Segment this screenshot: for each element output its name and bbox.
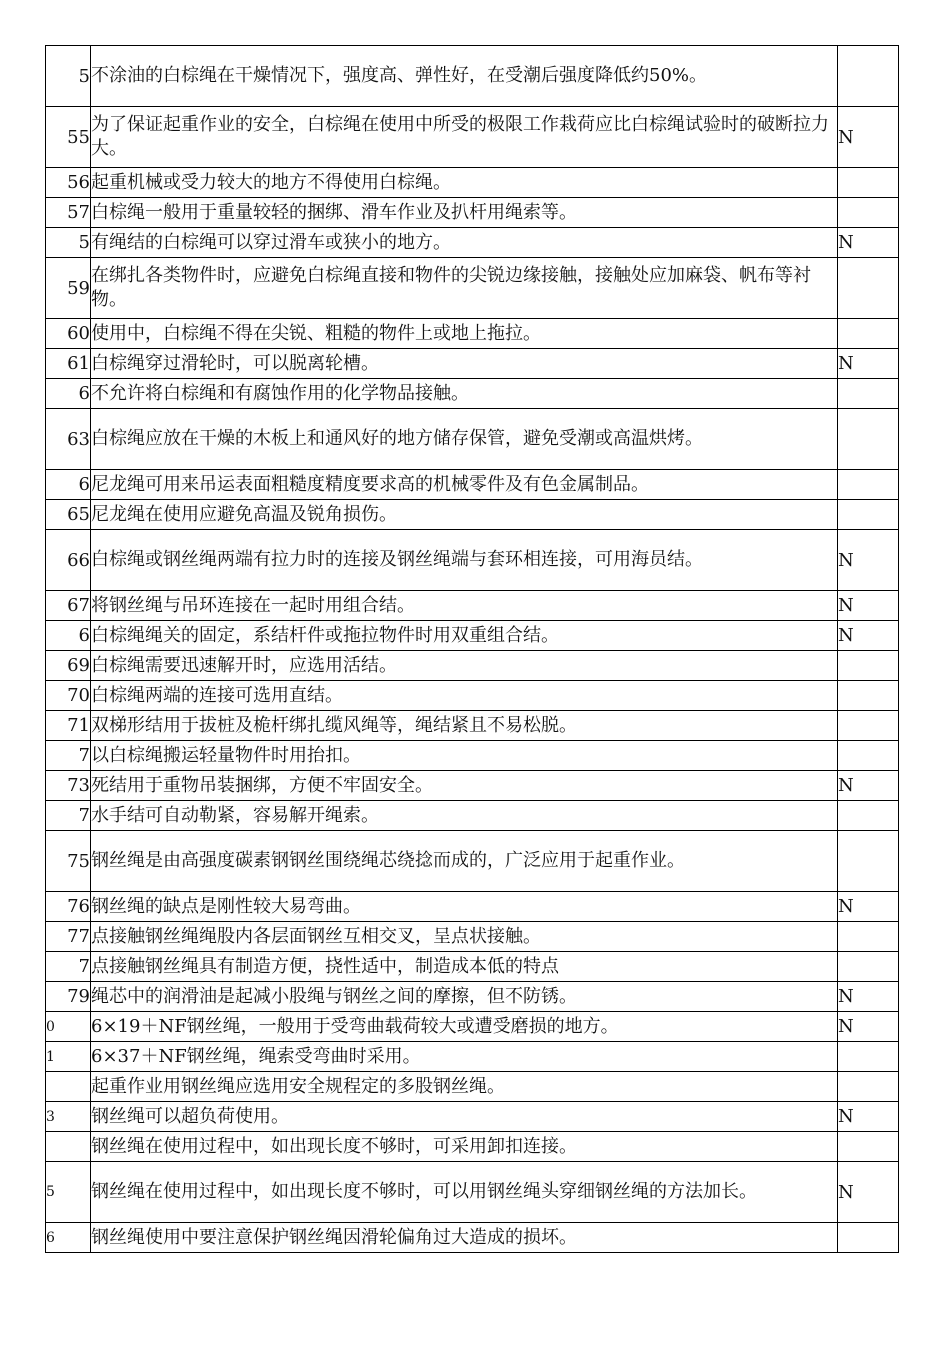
row-answer: N [838,530,899,591]
row-number: 7 [46,801,91,831]
table-row [46,228,899,258]
row-answer [838,379,899,409]
table-row [46,1042,899,1072]
table-row [46,198,899,228]
row-statement: 白棕绳两端的连接可选用直结。 [91,681,838,711]
row-answer [838,681,899,711]
row-statement: 钢丝绳在使用过程中，如出现长度不够时，可以用钢丝绳头穿细钢丝绳的方法加长。 [91,1162,838,1223]
row-answer: N [838,591,899,621]
row-number: 71 [46,711,91,741]
row-number: 5 [46,228,91,258]
table-row [46,319,899,349]
row-number: 5 [46,1162,91,1223]
row-statement: 死结用于重物吊装捆绑，方便不牢固安全。 [91,771,838,801]
row-number [46,1072,91,1102]
row-statement: 点接触钢丝绳具有制造方便，挠性适中，制造成本低的特点 [91,952,838,982]
row-answer: N [838,1102,899,1132]
row-answer [838,168,899,198]
row-statement: 白棕绳一般用于重量较轻的捆绑、滑车作业及扒杆用绳索等。 [91,198,838,228]
table-row [46,1102,899,1132]
row-answer [838,651,899,681]
question-table-body [46,46,899,1253]
table-row [46,771,899,801]
row-answer [838,1072,899,1102]
row-answer [838,922,899,952]
table-row [46,651,899,681]
question-table [45,45,899,1253]
table-row [46,711,899,741]
row-number: 0 [46,1012,91,1042]
row-statement: 钢丝绳是由高强度碳素钢钢丝围绕绳芯绕捻而成的，广泛应用于起重作业。 [91,831,838,892]
row-answer [838,500,899,530]
row-number: 1 [46,1042,91,1072]
row-number: 3 [46,1102,91,1132]
row-number: 6 [46,621,91,651]
row-statement: 6×19＋NF钢丝绳，一般用于受弯曲载荷较大或遭受磨损的地方。 [91,1012,838,1042]
row-answer: N [838,621,899,651]
row-number: 7 [46,952,91,982]
row-number: 70 [46,681,91,711]
row-number: 56 [46,168,91,198]
row-statement: 白棕绳穿过滑轮时，可以脱离轮槽。 [91,349,838,379]
row-answer: N [838,771,899,801]
row-number: 7 [46,741,91,771]
row-number: 77 [46,922,91,952]
table-row [46,681,899,711]
row-number: 57 [46,198,91,228]
table-row [46,107,899,168]
row-answer: N [838,228,899,258]
row-number: 66 [46,530,91,591]
row-answer [838,831,899,892]
row-answer: N [838,349,899,379]
row-statement: 不涂油的白棕绳在干燥情况下，强度高、弹性好，在受潮后强度降低约50%。 [91,46,838,107]
row-answer [838,470,899,500]
table-row [46,741,899,771]
table-row [46,46,899,107]
row-statement: 白棕绳或钢丝绳两端有拉力时的连接及钢丝绳端与套环相连接，可用海员结。 [91,530,838,591]
row-number: 6 [46,1223,91,1253]
row-number: 55 [46,107,91,168]
row-statement: 钢丝绳可以超负荷使用。 [91,1102,838,1132]
row-statement: 起重机械或受力较大的地方不得使用白棕绳。 [91,168,838,198]
table-row [46,801,899,831]
row-number: 65 [46,500,91,530]
row-statement: 钢丝绳使用中要注意保护钢丝绳因滑轮偏角过大造成的损坏。 [91,1223,838,1253]
table-row [46,500,899,530]
table-row [46,168,899,198]
row-answer [838,319,899,349]
table-row [46,1132,899,1162]
row-statement: 白棕绳绳关的固定，系结杆件或拖拉物件时用双重组合结。 [91,621,838,651]
table-row [46,1223,899,1253]
row-number: 6 [46,470,91,500]
row-number: 5 [46,46,91,107]
table-row [46,349,899,379]
row-statement: 使用中，白棕绳不得在尖锐、粗糙的物件上或地上拖拉。 [91,319,838,349]
table-row [46,530,899,591]
row-statement: 尼龙绳可用来吊运表面粗糙度精度要求高的机械零件及有色金属制品。 [91,470,838,500]
row-statement: 将钢丝绳与吊环连接在一起时用组合结。 [91,591,838,621]
row-statement: 为了保证起重作业的安全，白棕绳在使用中所受的极限工作栽荷应比白棕绳试验时的破断拉力大。 [91,107,838,168]
table-row [46,621,899,651]
row-statement: 双梯形结用于拔桩及桅杆绑扎缆风绳等，绳结紧且不易松脱。 [91,711,838,741]
row-number: 61 [46,349,91,379]
row-answer [838,1132,899,1162]
table-row [46,470,899,500]
row-answer [838,409,899,470]
table-row [46,982,899,1012]
row-number: 63 [46,409,91,470]
row-statement: 绳芯中的润滑油是起减小股绳与钢丝之间的摩擦，但不防锈。 [91,982,838,1012]
table-row [46,591,899,621]
row-statement: 起重作业用钢丝绳应选用安全规程定的多股钢丝绳。 [91,1072,838,1102]
row-statement: 白棕绳应放在干燥的木板上和通风好的地方储存保管，避免受潮或高温烘烤。 [91,409,838,470]
table-row [46,258,899,319]
row-number: 73 [46,771,91,801]
row-answer [838,46,899,107]
row-statement: 不允许将白棕绳和有腐蚀作用的化学物品接触。 [91,379,838,409]
row-number: 75 [46,831,91,892]
row-answer [838,1042,899,1072]
row-number: 67 [46,591,91,621]
table-row [46,831,899,892]
row-statement: 6×37＋NF钢丝绳，绳索受弯曲时采用。 [91,1042,838,1072]
row-number: 76 [46,892,91,922]
row-number: 6 [46,379,91,409]
row-statement: 点接触钢丝绳绳股内各层面钢丝互相交叉，呈点状接触。 [91,922,838,952]
row-answer [838,198,899,228]
table-row [46,952,899,982]
row-answer: N [838,1012,899,1042]
row-answer [838,711,899,741]
row-statement: 白棕绳需要迅速解开时，应选用活结。 [91,651,838,681]
table-row [46,1072,899,1102]
row-number: 59 [46,258,91,319]
table-row [46,1162,899,1223]
row-number: 69 [46,651,91,681]
row-statement: 以白棕绳搬运轻量物件时用抬扣。 [91,741,838,771]
row-answer [838,258,899,319]
row-answer: N [838,892,899,922]
row-answer [838,741,899,771]
table-row [46,892,899,922]
row-number [46,1132,91,1162]
table-row [46,409,899,470]
row-answer: N [838,1162,899,1223]
table-row [46,379,899,409]
row-answer: N [838,107,899,168]
row-number: 79 [46,982,91,1012]
row-statement: 在绑扎各类物件时，应避免白棕绳直接和物件的尖锐边缘接触，接触处应加麻袋、帆布等衬物。 [91,258,838,319]
row-statement: 水手结可自动勒紧，容易解开绳索。 [91,801,838,831]
row-statement: 尼龙绳在使用应避免高温及锐角损伤。 [91,500,838,530]
row-statement: 钢丝绳在使用过程中，如出现长度不够时，可采用卸扣连接。 [91,1132,838,1162]
table-row [46,1012,899,1042]
row-statement: 有绳结的白棕绳可以穿过滑车或狭小的地方。 [91,228,838,258]
table-row [46,922,899,952]
row-answer [838,1223,899,1253]
row-answer: N [838,982,899,1012]
row-answer [838,952,899,982]
row-answer [838,801,899,831]
row-statement: 钢丝绳的缺点是刚性较大易弯曲。 [91,892,838,922]
row-number: 60 [46,319,91,349]
